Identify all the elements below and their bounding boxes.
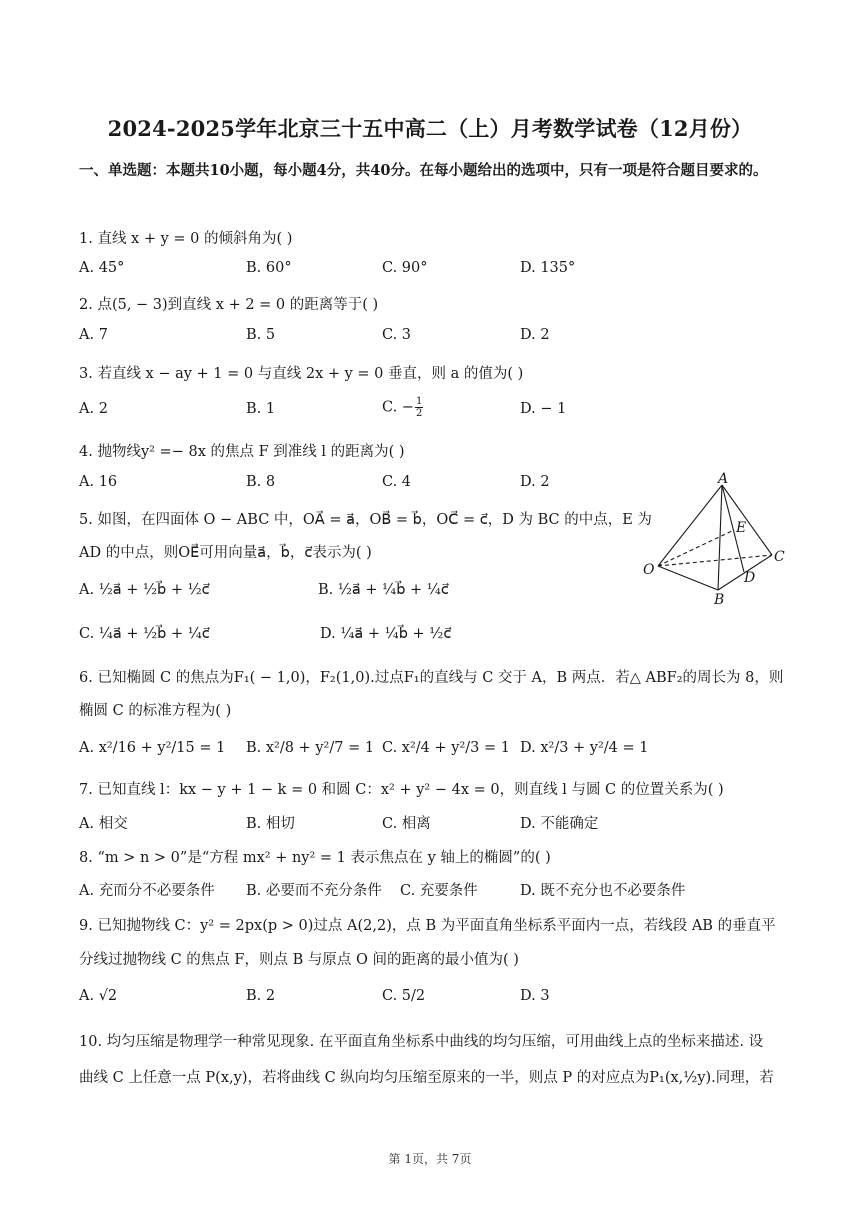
vertex-label-O: O — [643, 562, 655, 578]
question-2-stem: 2. 点(5, − 3)到直线 x + 2 = 0 的距离等于( ) — [79, 297, 379, 313]
segment-OE-hidden — [658, 530, 734, 566]
question-6-option-d: D. x²/3 + y²/4 = 1 — [520, 740, 649, 756]
vertex-label-B: B — [714, 592, 725, 605]
question-7-option-c: C. 相离 — [382, 816, 431, 832]
question-2-option-c: C. 3 — [382, 327, 412, 343]
point-label-D: D — [744, 570, 756, 586]
question-4-option-b: B. 8 — [246, 474, 276, 490]
question-5-option-d: D. ¼a⃗ + ¼b⃗ + ½c⃗ — [320, 626, 452, 642]
question-1-option-b: B. 60° — [246, 260, 292, 276]
question-2-option-d: D. 2 — [520, 327, 550, 343]
page-title: 2024-2025学年北京三十五中高二（上）月考数学试卷（12月份） — [107, 116, 753, 141]
question-7-option-a: A. 相交 — [79, 816, 128, 832]
page-footer: 第 1页，共 7页 — [388, 1152, 472, 1166]
question-8-option-d: D. 既不充分也不必要条件 — [520, 883, 686, 899]
question-5-stem-line-2: AD 的中点，则OE⃗可用向量a⃗，b⃗，c⃗表示为( ) — [79, 545, 372, 561]
question-4-stem: 4. 抛物线y² =− 8x 的焦点 F 到准线 l 的距离为( ) — [79, 444, 405, 460]
question-5-option-b: B. ½a⃗ + ¼b⃗ + ¼c⃗ — [318, 582, 449, 598]
question-6-option-b: B. x²/8 + y²/7 = 1 — [246, 740, 375, 756]
question-7-option-d: D. 不能确定 — [520, 816, 599, 832]
point-label-E: E — [736, 520, 747, 536]
question-6-stem-line-1: 6. 已知椭圆 C 的焦点为F₁( − 1,0)，F₂(1,0).过点F₁的直线与 C 交于 A，B 两点．若△ ABF₂的周长为 8，则 — [79, 670, 784, 686]
edge-OC-hidden — [658, 555, 772, 566]
question-8-option-a: A. 充而分不必要条件 — [79, 883, 215, 899]
question-10-stem-line-1: 10. 均匀压缩是物理学一种常见现象. 在平面直角坐标系中曲线的均匀压缩，可用曲线上点的坐标来描述. 设 — [79, 1034, 764, 1050]
question-6-stem-line-2: 椭圆 C 的标准方程为( ) — [79, 703, 232, 719]
question-3-option-c: C. − $\frac{1}{2}$ — [382, 396, 423, 419]
question-5-option-a: A. ½a⃗ + ½b⃗ + ½c⃗ — [79, 582, 210, 598]
question-1-stem: 1. 直线 x + y = 0 的倾斜角为( ) — [79, 231, 293, 247]
question-9-option-c: C. 5/2 — [382, 988, 426, 1004]
tetrahedron-figure — [640, 470, 790, 605]
question-4-option-d: D. 2 — [520, 474, 550, 490]
question-6-option-a: A. x²/16 + y²/15 = 1 — [79, 740, 226, 756]
edge-AO — [658, 485, 722, 566]
question-4-option-a: A. 16 — [79, 474, 118, 490]
vertex-label-A: A — [718, 471, 729, 487]
question-3-option-d: D. − 1 — [520, 401, 567, 417]
question-2-option-b: B. 5 — [246, 327, 276, 343]
vertex-label-C: C — [774, 549, 785, 565]
edge-AC — [722, 485, 772, 555]
question-3-option-a: A. 2 — [79, 401, 108, 417]
question-9-stem-line-2: 分线过抛物线 C 的焦点 F，则点 B 与原点 O 间的距离的最小值为( ) — [79, 952, 519, 968]
question-9-stem-line-1: 9. 已知抛物线 C：y² = 2px(p > 0)过点 A(2,2)，点 B 为平面直角坐标系平面内一点，若线段 AB 的垂直平 — [79, 918, 776, 934]
question-5-option-c: C. ¼a⃗ + ½b⃗ + ¼c⃗ — [79, 626, 210, 642]
question-5-stem-line-1: 5. 如图，在四面体 O − ABC 中，OA⃗ = a⃗，OB⃗ = b⃗，OC⃗ = c⃗，D 为 BC 的中点，E 为 — [79, 512, 652, 528]
question-8-option-c: C. 充要条件 — [400, 883, 478, 899]
question-7-option-b: B. 相切 — [246, 816, 295, 832]
question-1-option-d: D. 135° — [520, 260, 576, 276]
question-3-option-b: B. 1 — [246, 401, 276, 417]
question-9-option-d: D. 3 — [520, 988, 550, 1004]
question-7-stem: 7. 已知直线 l：kx − y + 1 − k = 0 和圆 C：x² + y² − 4x = 0，则直线 l 与圆 C 的位置关系为( ) — [79, 782, 724, 798]
question-8-stem: 8. “m > n > 0”是“方程 mx² + ny² = 1 表示焦点在 y 轴上的椭圆”的( ) — [79, 850, 551, 866]
question-3-stem: 3. 若直线 x − ay + 1 = 0 与直线 2x + y = 0 垂直，则 a 的值为( ) — [79, 366, 524, 382]
question-4-option-c: C. 4 — [382, 474, 412, 490]
question-1-option-a: A. 45° — [79, 260, 125, 276]
question-1-option-c: C. 90° — [382, 260, 428, 276]
question-10-stem-line-2: 曲线 C 上任意一点 P(x,y)，若将曲线 C 纵向均匀压缩至原来的一半，则点 P 的对应点为P₁(x,½y).同理，若 — [79, 1070, 774, 1086]
question-6-option-c: C. x²/4 + y²/3 = 1 — [382, 740, 510, 756]
question-9-option-a: A. √2 — [79, 988, 118, 1004]
edge-OB — [658, 566, 718, 590]
question-2-option-a: A. 7 — [79, 327, 108, 343]
question-9-option-b: B. 2 — [246, 988, 276, 1004]
section-header: 一、单选题：本题共10小题，每小题4分，共40分。在每小题给出的选项中，只有一项是符合题目要求的。 — [79, 162, 768, 179]
question-8-option-b: B. 必要而不充分条件 — [246, 883, 382, 899]
